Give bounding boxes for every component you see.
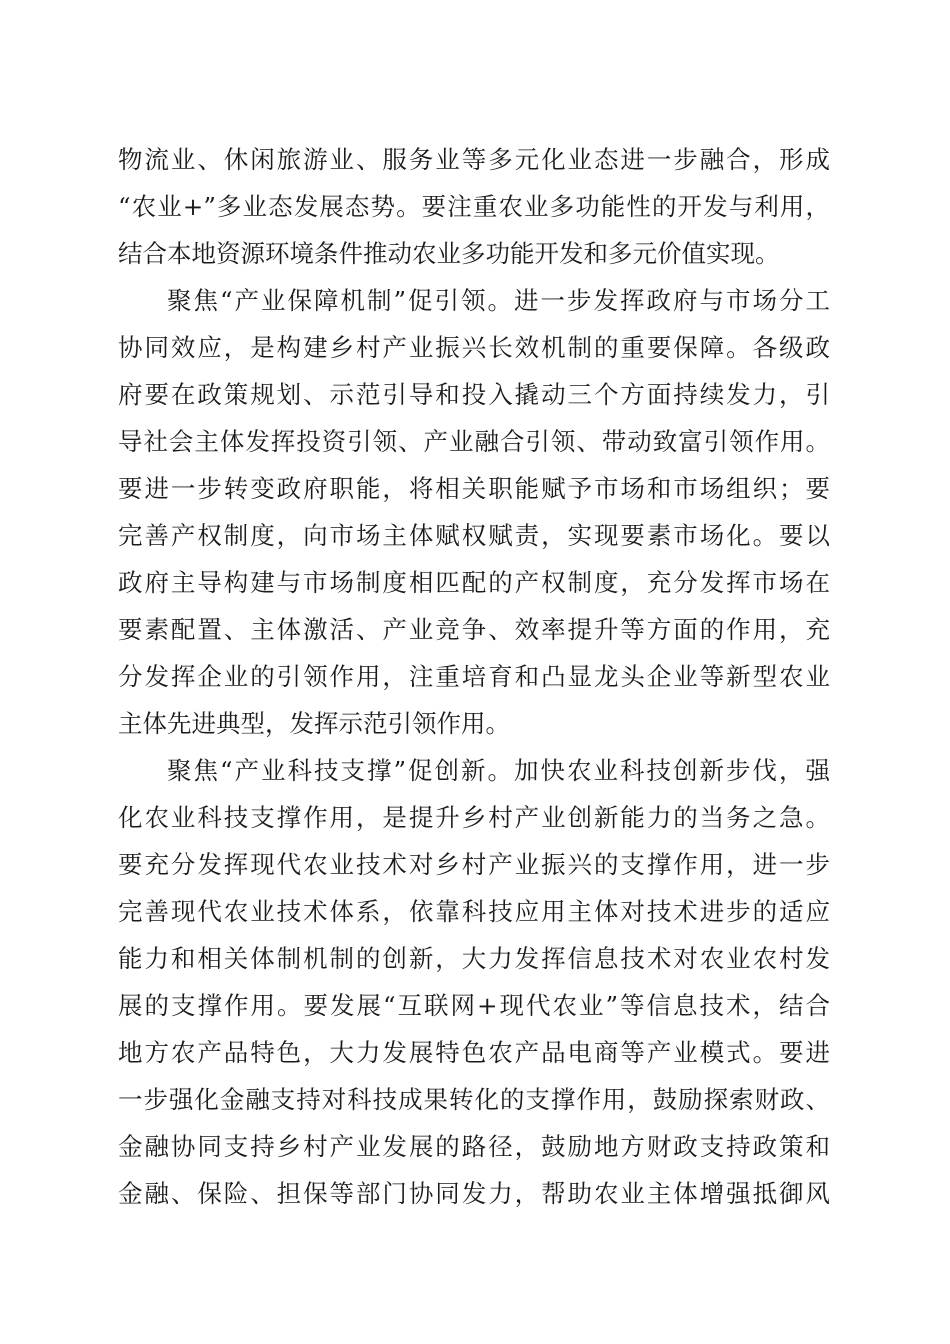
- text-line: 要充分发挥现代农业技术对乡村产业振兴的支撑作用，进一步: [118, 850, 830, 879]
- text-line: 金融、保险、担保等部门协同发力，帮助农业主体增强抵御风: [118, 1179, 830, 1208]
- text-line: 政府主导构建与市场制度相匹配的产权制度，充分发挥市场在: [118, 568, 830, 597]
- paragraph-start-line: 聚焦“产业保障机制”促引领。进一步发挥政府与市场分工: [167, 286, 830, 315]
- paragraph-start-line: 聚焦“产业科技支撑”促创新。加快农业科技创新步伐，强: [167, 756, 830, 785]
- text-line: 完善现代农业技术体系，依靠科技应用主体对技术进步的适应: [118, 897, 830, 926]
- text-line: 物流业、休闲旅游业、服务业等多元化业态进一步融合，形成: [118, 145, 830, 174]
- text-line: 化农业科技支撑作用，是提升乡村产业创新能力的当务之急。: [118, 803, 830, 832]
- text-line: 能力和相关体制机制的创新，大力发挥信息技术对农业农村发: [118, 944, 830, 973]
- text-line: 一步强化金融支持对科技成果转化的支撑作用，鼓励探索财政、: [118, 1085, 830, 1114]
- text-line: 金融协同支持乡村产业发展的路径，鼓励地方财政支持政策和: [118, 1132, 830, 1161]
- text-line: 完善产权制度，向市场主体赋权赋责，实现要素市场化。要以: [118, 521, 830, 550]
- text-line: 地方农产品特色，大力发展特色农产品电商等产业模式。要进: [118, 1038, 830, 1067]
- text-line: 导社会主体发挥投资引领、产业融合引领、带动致富引领作用。: [118, 427, 830, 456]
- text-line: 结合本地资源环境条件推动农业多功能开发和多元价值实现。: [118, 239, 780, 268]
- text-line: 分发挥企业的引领作用，注重培育和凸显龙头企业等新型农业: [118, 662, 830, 691]
- text-line: 协同效应，是构建乡村产业振兴长效机制的重要保障。各级政: [118, 333, 830, 362]
- text-line: 展的支撑作用。要发展“互联网+现代农业”等信息技术，结合: [118, 991, 830, 1020]
- text-line: 主体先进典型，发挥示范引领作用。: [118, 709, 510, 738]
- text-line: “农业+”多业态发展态势。要注重农业多功能性的开发与利用，: [118, 192, 830, 221]
- text-line: 要进一步转变政府职能，将相关职能赋予市场和市场组织；要: [118, 474, 830, 503]
- text-line: 要素配置、主体激活、产业竞争、效率提升等方面的作用，充: [118, 615, 830, 644]
- text-line: 府要在政策规划、示范引导和投入撬动三个方面持续发力，引: [118, 380, 830, 409]
